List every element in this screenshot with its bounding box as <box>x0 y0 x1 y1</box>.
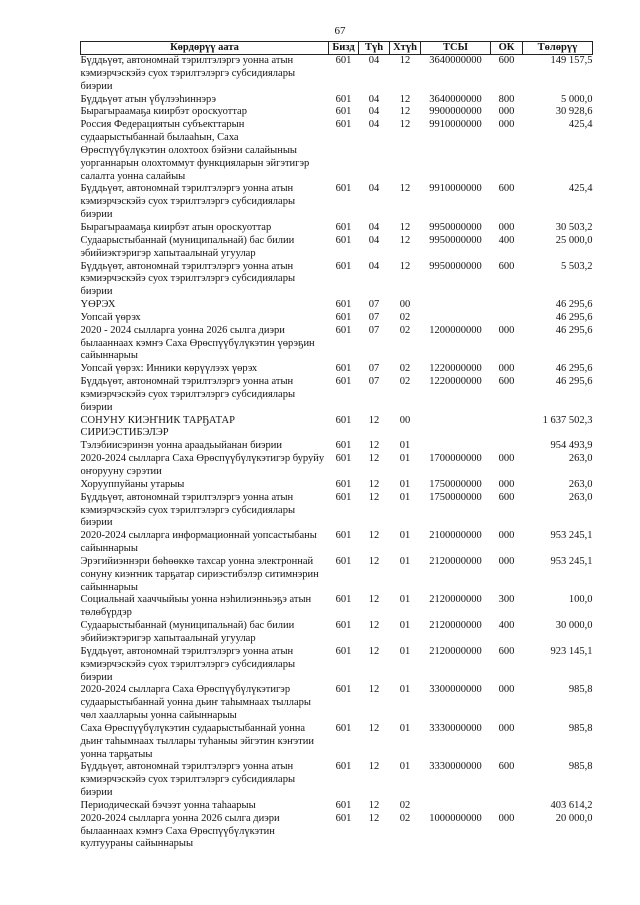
cell-ok: 000 <box>498 478 515 490</box>
cell-name: Саха Өрөспүүбүлүкэтин судаарыстыбаннай уонна дьиҥ таһымнаах тыллары туһаныы эйгэтин кэҥэтии уонна тарҕатыы <box>80 722 314 760</box>
cell-tuh: 04 <box>368 106 380 118</box>
cell-khtuh: 02 <box>399 799 411 811</box>
cell-name: 2020-2024 сылларга уонна 2026 сылга диэри былааннаах кэмҥэ Саха Өрөспүүбүлүкэтин култуураны сайыннарыы <box>80 812 280 850</box>
cell-ok: 400 <box>498 620 515 632</box>
cell-tsy: 3300000000 <box>429 684 482 696</box>
cell-tuh: 12 <box>368 414 380 426</box>
cell-khtuh: 01 <box>399 620 411 632</box>
cell-khtuh: 12 <box>399 106 411 118</box>
cell-name: Бүддьүөт, автономнай тэрилтэлэргэ уонна атын кэмиэрчэскэйэ суох тэрилтэлэргэ субсидиялары биэрии <box>80 491 295 529</box>
table-row <box>81 620 593 646</box>
cell-tuh: 12 <box>368 799 380 811</box>
cell-khtuh: 12 <box>399 221 411 233</box>
cell-khtuh: 02 <box>399 812 411 824</box>
cell-amount: 5 000,0 <box>561 93 593 105</box>
table-row <box>81 684 593 723</box>
cell-tsy: 9910000000 <box>429 119 482 131</box>
cell-name: Бүддьүөт атын үбүлээһиннэрэ <box>80 93 216 105</box>
cell-bizd: 601 <box>335 221 352 233</box>
cell-ok: 600 <box>498 645 515 657</box>
cell-bizd: 601 <box>335 620 352 632</box>
cell-amount: 30 503,2 <box>555 221 593 233</box>
cell-tsy: 1220000000 <box>429 363 482 375</box>
cell-ok: 600 <box>498 260 515 272</box>
cell-khtuh: 01 <box>399 530 411 542</box>
cell-ok <box>491 440 523 453</box>
cell-bizd: 601 <box>335 478 352 490</box>
header-bizd: Бизд <box>329 42 359 55</box>
cell-tuh: 12 <box>368 722 380 734</box>
cell-tsy: 2100000000 <box>429 530 482 542</box>
cell-amount: 263,0 <box>568 491 593 503</box>
cell-ok: 000 <box>498 119 515 131</box>
cell-bizd: 601 <box>335 234 352 246</box>
cell-name: Бырагыраамаҕа киирбэт атын ороскуоттар <box>80 221 272 233</box>
cell-name: Бүддьүөт, автономнай тэрилтэлэргэ уонна атын кэмиэрчэскэйэ суох тэрилтэлэргэ субсидиялары биэрии <box>80 260 295 298</box>
cell-tuh: 12 <box>368 440 380 452</box>
cell-amount: 46 295,6 <box>555 376 593 388</box>
cell-khtuh: 02 <box>399 324 411 336</box>
table-row <box>81 261 593 300</box>
header-name: Көрдөрүү аата <box>81 42 329 55</box>
cell-name: Бүддьүөт, автономнай тэрилтэлэргэ уонна атын кэмиэрчэскэйэ суох тэрилтэлэргэ субсидиялары биэрии <box>80 376 295 413</box>
cell-tuh: 12 <box>368 491 380 503</box>
cell-bizd: 601 <box>335 645 352 657</box>
cell-tuh: 12 <box>368 645 380 657</box>
cell-tsy: 9950000000 <box>429 234 482 246</box>
cell-khtuh: 12 <box>399 234 411 246</box>
cell-bizd: 601 <box>335 555 352 567</box>
table-row <box>81 235 593 261</box>
cell-ok: 800 <box>498 93 515 105</box>
table-row <box>81 222 593 235</box>
cell-ok <box>491 312 523 325</box>
cell-amount: 263,0 <box>568 478 593 490</box>
cell-ok: 000 <box>498 324 515 336</box>
cell-name: Бырагыраамаҕа киирбэт ороскуоттар <box>80 106 247 118</box>
cell-bizd: 601 <box>335 491 352 503</box>
cell-bizd: 601 <box>335 93 352 105</box>
table-body <box>81 55 593 852</box>
cell-amount: 30 000,0 <box>555 620 593 632</box>
cell-tuh: 12 <box>368 620 380 632</box>
cell-bizd: 601 <box>335 414 352 426</box>
cell-ok: 000 <box>498 812 515 824</box>
cell-amount: 20 000,0 <box>555 812 593 824</box>
cell-name: Бүддьүөт, автономнай тэрилтэлэргэ уонна атын кэмиэрчэскэйэ суох тэрилтэлэргэ субсидиялары биэрии <box>80 183 295 221</box>
cell-khtuh: 02 <box>399 376 411 388</box>
cell-tuh: 12 <box>368 684 380 696</box>
cell-tsy: 9910000000 <box>429 183 482 195</box>
cell-tuh: 04 <box>368 234 380 246</box>
table-header <box>81 42 593 55</box>
table-row <box>81 55 593 94</box>
cell-ok: 000 <box>498 684 515 696</box>
table-row <box>81 530 593 556</box>
cell-tsy: 2120000000 <box>429 620 482 632</box>
cell-khtuh: 01 <box>399 722 411 734</box>
cell-bizd: 601 <box>335 530 352 542</box>
cell-khtuh: 01 <box>399 761 411 773</box>
cell-tsy: 2120000000 <box>429 645 482 657</box>
cell-tuh: 04 <box>368 119 380 131</box>
cell-ok: 600 <box>498 55 515 66</box>
cell-name: Эрэгийиэннэри бөһөөккө тахсар уонна электроннай сонуну киэҥник тарҕатар сириэстибэлэр ситимнэрин сайыннарыы <box>80 555 319 593</box>
cell-tsy: 1750000000 <box>429 491 482 503</box>
cell-tuh: 12 <box>368 453 380 465</box>
cell-khtuh: 01 <box>399 645 411 657</box>
cell-tsy: 2120000000 <box>429 555 482 567</box>
cell-ok: 600 <box>498 491 515 503</box>
cell-name: Бүддьүөт, автономнай тэрилтэлэргэ уонна атын кэмиэрчэскэйэ суох тэрилтэлэргэ субсидиялары биэрии <box>80 645 295 683</box>
table-row <box>81 440 593 453</box>
cell-tsy <box>421 415 491 441</box>
cell-khtuh: 01 <box>399 440 411 452</box>
table-row <box>81 363 593 376</box>
cell-amount: 425,4 <box>568 183 593 195</box>
cell-tsy: 9950000000 <box>429 221 482 233</box>
cell-bizd: 601 <box>335 299 352 311</box>
cell-amount: 25 000,0 <box>555 234 593 246</box>
cell-tsy: 3640000000 <box>429 55 482 66</box>
cell-khtuh: 12 <box>399 183 411 195</box>
cell-tuh: 12 <box>368 555 380 567</box>
cell-ok: 600 <box>498 183 515 195</box>
cell-amount: 425,4 <box>568 119 593 131</box>
cell-tsy <box>421 312 491 325</box>
cell-ok: 000 <box>498 363 515 375</box>
table-row <box>81 106 593 119</box>
table-row <box>81 646 593 685</box>
cell-khtuh: 00 <box>399 414 411 426</box>
cell-name: Социальнай хааччыйыы уонна нэһилиэнньэҕэ атын төлөбүрдэр <box>80 594 312 619</box>
cell-ok: 000 <box>498 106 515 118</box>
cell-amount: 30 928,6 <box>555 106 593 118</box>
cell-tuh: 12 <box>368 478 380 490</box>
cell-bizd: 601 <box>335 260 352 272</box>
cell-ok: 000 <box>498 221 515 233</box>
cell-khtuh: 01 <box>399 684 411 696</box>
cell-name: Тэлэбиисэринэн уонна араадьыйанан биэрии <box>80 440 283 452</box>
header-khtuh: Хтүһ <box>390 42 421 55</box>
cell-khtuh: 12 <box>399 55 411 66</box>
cell-amount: 923 145,1 <box>550 645 593 657</box>
table-row <box>81 492 593 531</box>
cell-ok <box>491 415 523 441</box>
cell-bizd: 601 <box>335 453 352 465</box>
cell-tsy: 2120000000 <box>429 594 482 606</box>
cell-khtuh: 02 <box>399 363 411 375</box>
cell-name: 2020 - 2024 сылларга уонна 2026 сылга диэри былааннаах кэмҥэ Саха Өрөспүүбүлүкэтин үөрэҕин сайыннарыы <box>80 324 315 362</box>
cell-tuh: 07 <box>368 324 380 336</box>
cell-name: Судаарыстыбаннай (муниципальнай) бас билии эбийиэктэригэр хапытаалынай угуулар <box>80 234 295 259</box>
table-row <box>81 376 593 415</box>
cell-tsy: 9950000000 <box>429 260 482 272</box>
cell-khtuh: 01 <box>399 453 411 465</box>
cell-bizd: 601 <box>335 311 352 323</box>
cell-name: Периодическай бэчээт уонна таһаарыы <box>80 799 256 811</box>
cell-name: Бүддьүөт, автономнай тэрилтэлэргэ уонна атын кэмиэрчэскэйэ суох тэрилтэлэргэ субсидиялары биэрии <box>80 761 295 799</box>
cell-ok <box>491 800 523 813</box>
cell-name: Уопсай үөрэх <box>80 311 141 323</box>
cell-ok: 000 <box>498 453 515 465</box>
cell-amount: 149 157,5 <box>550 55 593 66</box>
cell-bizd: 601 <box>335 55 352 66</box>
cell-name: ҮӨРЭХ <box>80 299 116 311</box>
cell-tuh: 12 <box>368 812 380 824</box>
cell-khtuh: 01 <box>399 594 411 606</box>
table-row <box>81 813 593 852</box>
cell-khtuh: 02 <box>399 311 411 323</box>
page-number: 67 <box>334 25 346 37</box>
cell-amount: 985,8 <box>568 722 593 734</box>
cell-bizd: 601 <box>335 594 352 606</box>
table-row <box>81 183 593 222</box>
cell-name: 2020-2024 сылларга Саха Өрөспүүбүлүкэтигэр буруйу оҥорууну сэрэтии <box>80 453 325 477</box>
cell-bizd: 601 <box>335 324 352 336</box>
cell-ok: 300 <box>498 594 515 606</box>
table-row <box>81 312 593 325</box>
header-amount: Төлөрүү <box>523 42 593 55</box>
cell-bizd: 601 <box>335 812 352 824</box>
cell-amount: 263,0 <box>568 453 593 465</box>
cell-tsy: 3330000000 <box>429 722 482 734</box>
table-row <box>81 94 593 107</box>
cell-ok: 600 <box>498 376 515 388</box>
cell-tsy: 3640000000 <box>429 93 482 105</box>
table-row <box>81 415 593 441</box>
cell-tuh: 04 <box>368 93 380 105</box>
cell-tsy: 1220000000 <box>429 376 482 388</box>
header-row <box>81 42 593 55</box>
table-row <box>81 299 593 312</box>
cell-khtuh: 01 <box>399 478 411 490</box>
cell-tuh: 12 <box>368 530 380 542</box>
cell-tuh: 04 <box>368 55 380 66</box>
cell-tuh: 07 <box>368 299 380 311</box>
cell-name: Судаарыстыбаннай (муниципальнай) бас билии эбийиэктэригэр хапытаалынай угуулар <box>80 620 295 644</box>
cell-name: Уопсай үөрэх: Инники көрүүлээх үөрэх <box>80 363 258 375</box>
cell-tuh: 12 <box>368 594 380 606</box>
cell-ok: 000 <box>498 555 515 567</box>
cell-tsy: 3330000000 <box>429 761 482 773</box>
cell-tsy: 1700000000 <box>429 453 482 465</box>
cell-bizd: 601 <box>335 376 352 388</box>
cell-bizd: 601 <box>335 106 352 118</box>
cell-ok <box>491 299 523 312</box>
cell-tsy: 1000000000 <box>429 812 482 824</box>
table-row <box>81 479 593 492</box>
cell-bizd: 601 <box>335 119 352 131</box>
table-row <box>81 453 593 479</box>
cell-tuh: 04 <box>368 260 380 272</box>
cell-amount: 46 295,6 <box>555 299 593 311</box>
cell-tuh: 07 <box>368 363 380 375</box>
table-row <box>81 556 593 595</box>
cell-bizd: 601 <box>335 363 352 375</box>
cell-bizd: 601 <box>335 684 352 696</box>
cell-bizd: 601 <box>335 722 352 734</box>
header-tuh: Түһ <box>359 42 390 55</box>
cell-khtuh: 01 <box>399 555 411 567</box>
cell-khtuh: 01 <box>399 491 411 503</box>
cell-amount: 403 614,2 <box>550 799 593 811</box>
cell-amount: 100,0 <box>568 594 593 606</box>
cell-ok: 000 <box>498 722 515 734</box>
cell-tsy <box>421 800 491 813</box>
cell-name: Хорууппуйаны утарыы <box>80 478 185 490</box>
cell-name: Бүддьүөт, автономнай тэрилтэлэргэ уонна атын кэмиэрчэскэйэ суох тэрилтэлэргэ субсидиялары биэрии <box>80 55 295 92</box>
cell-tuh: 07 <box>368 311 380 323</box>
table-row <box>81 119 593 183</box>
cell-bizd: 601 <box>335 440 352 452</box>
cell-amount: 5 503,2 <box>561 260 593 272</box>
cell-tuh: 07 <box>368 376 380 388</box>
cell-khtuh: 12 <box>399 119 411 131</box>
cell-bizd: 601 <box>335 799 352 811</box>
cell-ok: 000 <box>498 530 515 542</box>
cell-tuh: 04 <box>368 183 380 195</box>
table-row <box>81 723 593 762</box>
table-row <box>81 800 593 813</box>
cell-ok: 400 <box>498 234 515 246</box>
header-ok: ОК <box>491 42 523 55</box>
cell-bizd: 601 <box>335 761 352 773</box>
cell-name: Россия Федерациятын субъекттарын судаарыстыбаннай былааһын, Саха Өрөспүүбүлүкэтин олохтоох бэйэни салайыныы уорганнарын олохтоммут функцияларын эйгэтигэр салалта уонна салайыы <box>80 119 310 182</box>
cell-tsy: 1200000000 <box>429 324 482 336</box>
header-tsy: ТСЫ <box>421 42 491 55</box>
cell-tsy: 9900000000 <box>429 106 482 118</box>
budget-table <box>80 41 593 851</box>
cell-khtuh: 12 <box>399 93 411 105</box>
cell-name: 2020-2024 сылларга Саха Өрөспүүбүлүкэтигэр судаарыстыбаннай уонна дьиҥ таһымнаах тыллары чөл хаалларыы уонна сайыннарыы <box>80 684 311 722</box>
cell-amount: 46 295,6 <box>555 363 593 375</box>
table-row <box>81 325 593 364</box>
cell-amount: 985,8 <box>568 761 593 773</box>
cell-amount: 46 295,6 <box>555 311 593 323</box>
cell-bizd: 601 <box>335 183 352 195</box>
cell-tsy <box>421 440 491 453</box>
cell-tsy <box>421 299 491 312</box>
table-row <box>81 594 593 620</box>
cell-khtuh: 12 <box>399 260 411 272</box>
cell-amount: 1 637 502,3 <box>542 414 593 426</box>
table-row <box>81 761 593 800</box>
cell-tuh: 04 <box>368 221 380 233</box>
cell-amount: 46 295,6 <box>555 324 593 336</box>
cell-amount: 985,8 <box>568 684 593 696</box>
cell-tsy: 1750000000 <box>429 478 482 490</box>
cell-amount: 954 493,9 <box>550 440 593 452</box>
cell-tuh: 12 <box>368 761 380 773</box>
cell-name: СОНУНУ КИЭҤНИК ТАРҔАТАР СИРИЭСТИБЭЛЭР <box>80 414 235 439</box>
cell-khtuh: 00 <box>399 299 411 311</box>
cell-ok: 600 <box>498 761 515 773</box>
cell-name: 2020-2024 сылларга информационнай уопсастыбаны сайыннарыы <box>80 530 317 555</box>
cell-amount: 953 245,1 <box>550 530 593 542</box>
cell-amount: 953 245,1 <box>550 555 593 567</box>
